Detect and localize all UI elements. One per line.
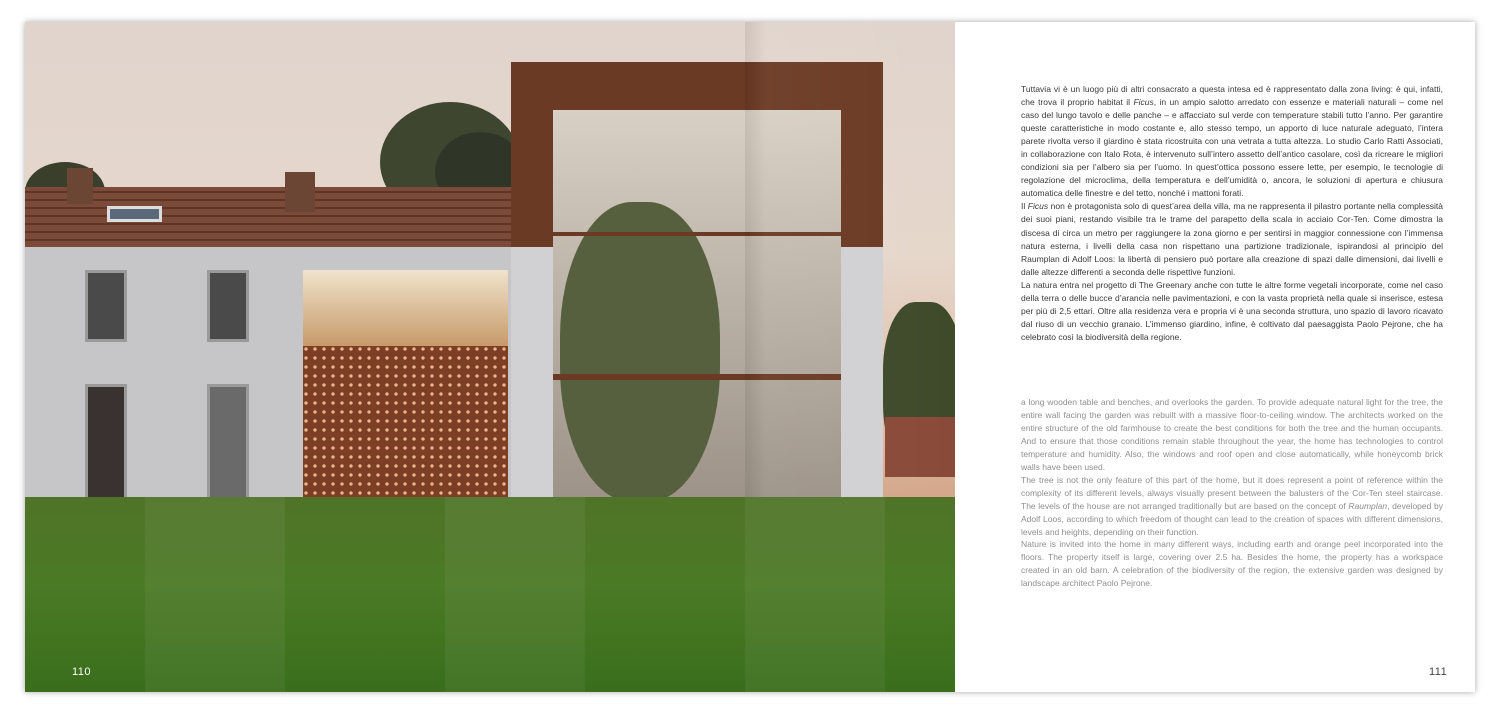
italian-paragraph bbox=[1021, 200, 1443, 278]
text-run: non è protagonista solo di quest’area della villa, ma ne rappresenta il pilastro portante nella complessità dei suoi piani, restando visibile tra le trame del parapetto della scala in acciaio Cor-Ten. Come dimostra la discesa di circa un metro per raggiungere la zona giorno e per sentirsi in maggior connessione con l’immensa natura esterna, i livelli della casa non rispettano una partizione tradizionale, ispirandosi al principio del Raumplan di Adolf Loos: la libertà di pensiero può portare alla creazione di spazi dalle dimensioni, dai livelli e dalle altezze differenti a seconda delle rispettive funzioni. bbox=[1021, 201, 1443, 277]
italian-paragraph bbox=[1021, 279, 1443, 344]
text-run: , in un ampio salotto arredato con essenze e materiali naturali – come nel caso del lungo tavolo e delle panche – e affacciato sul verde con temperature stabili tutto l’anno. Per garantire queste caratteristiche in modo costante e, allo stesso tempo, un apporto di luce naturale adeguato, l’intera parete rivolta verso il giardino è stata ricostruita con una vetrata a tutta altezza. Lo studio Carlo Ratti Associati, in collaborazione con Italo Rota, è intervenuto sull’intero assetto dell’antico casolare, così da ricreare le migliori condizioni sia per l’albero sia per l’uomo. In quest’ottica possono essere lette, per esempio, le tecnologie di regolazione del microclima, della temperatura e dell’umidità o, ancora, le soluzioni di apertura e chiusura automatica delle finestre e del tetto, nonché i mattoni forati. bbox=[1021, 97, 1443, 199]
farmhouse-window bbox=[85, 270, 127, 342]
text-run: The tree is not the only feature of this part of the home, but it does represent a point of reference within the complexity of its different levels, always visually present between the balusters of the Cor-Ten steel staircase. The levels of the house are not arranged traditionally but are based on the concept of bbox=[1021, 474, 1443, 511]
english-text-block bbox=[1021, 396, 1443, 590]
italian-paragraph bbox=[1021, 83, 1443, 200]
tiled-roof bbox=[25, 187, 515, 247]
english-paragraph bbox=[1021, 538, 1443, 590]
chimney bbox=[285, 172, 315, 212]
farmhouse-door bbox=[207, 384, 249, 502]
text-run: La natura entra nel progetto di The Greenary anche con tutte le altre forme vegetali incorporate, come nel caso della terra o delle bucce d’arancia nelle pavimentazioni, e con la vasta proprietà nella quale si inserisce, estesa per più di 2,5 ettari. Oltre alla residenza vera e propria vi è una seconda struttura, uno spazio di lavoro ricavato dal riuso di un vecchio granaio. L’immenso giardino, infine, è coltivato dal paesaggista Paolo Pejrone, che ha celebrato così la biodiversità della regione. bbox=[1021, 279, 1443, 342]
background-building bbox=[885, 417, 955, 477]
page-number-right: 111 bbox=[1429, 666, 1448, 678]
chimney bbox=[67, 168, 93, 204]
text-run: Tuttavia vi è un luogo più di altri consacrato a questa intesa ed è rappresentato dalla zona living: è qui, infatti, che trova il proprio habitat il bbox=[1021, 84, 1443, 108]
farmhouse-door bbox=[85, 384, 127, 502]
mowing-stripe bbox=[145, 497, 285, 692]
lit-window-band bbox=[303, 270, 508, 346]
text-run: , developed by Adolf Loos, according to which freedom of thought can lead to the creation of spaces with different dimensions, levels and heights, depending on their function. bbox=[1021, 500, 1443, 537]
book-spread bbox=[25, 22, 1475, 692]
italic-term: Ficus bbox=[1133, 97, 1154, 108]
text-run: Nature is invited into the home in many different ways, including earth and orange peel incorporated into the floors. The property itself is large, covering over 2.5 ha. Besides the home, the property has a workspace created in an old barn. A celebration of the biodiversity of the region, the extensive garden was designed by landscape architect Paolo Pejrone. bbox=[1021, 539, 1443, 589]
text-page bbox=[955, 22, 1475, 692]
english-paragraph bbox=[1021, 396, 1443, 474]
roof-skylight bbox=[107, 206, 162, 222]
ficus-tree bbox=[560, 202, 720, 502]
text-run: Il bbox=[1021, 201, 1028, 212]
lawn bbox=[25, 497, 955, 692]
architecture-photo bbox=[25, 22, 955, 692]
farmhouse-window bbox=[207, 270, 249, 342]
page-number-left: 110 bbox=[72, 666, 92, 678]
concrete-pillar bbox=[841, 247, 883, 502]
english-paragraph bbox=[1021, 474, 1443, 539]
floor-slab bbox=[553, 374, 841, 380]
mowing-stripe bbox=[445, 497, 585, 692]
honeycomb-brick-wall bbox=[303, 346, 508, 502]
italic-term: Ficus bbox=[1027, 201, 1049, 212]
text-run: a long wooden table and benches, and overlooks the garden. To provide adequate natural light for the tree, the entire wall facing the garden was rebuilt with a massive floor-to-ceiling window. The architects worked on the entire structure of the old farmhouse to create the best conditions for both the tree and the human occupants. And to ensure that those conditions remain stable throughout the year, the home has technologies to control temperature and humidity. Also, the windows and roof open and close automatically, while honeycomb brick walls have been used. bbox=[1021, 397, 1443, 472]
italian-text-block bbox=[1021, 83, 1443, 344]
mowing-stripe bbox=[745, 497, 885, 692]
italic-term: Raumplan bbox=[1348, 500, 1388, 511]
concrete-pillar bbox=[511, 247, 553, 502]
floor-slab bbox=[553, 232, 841, 236]
